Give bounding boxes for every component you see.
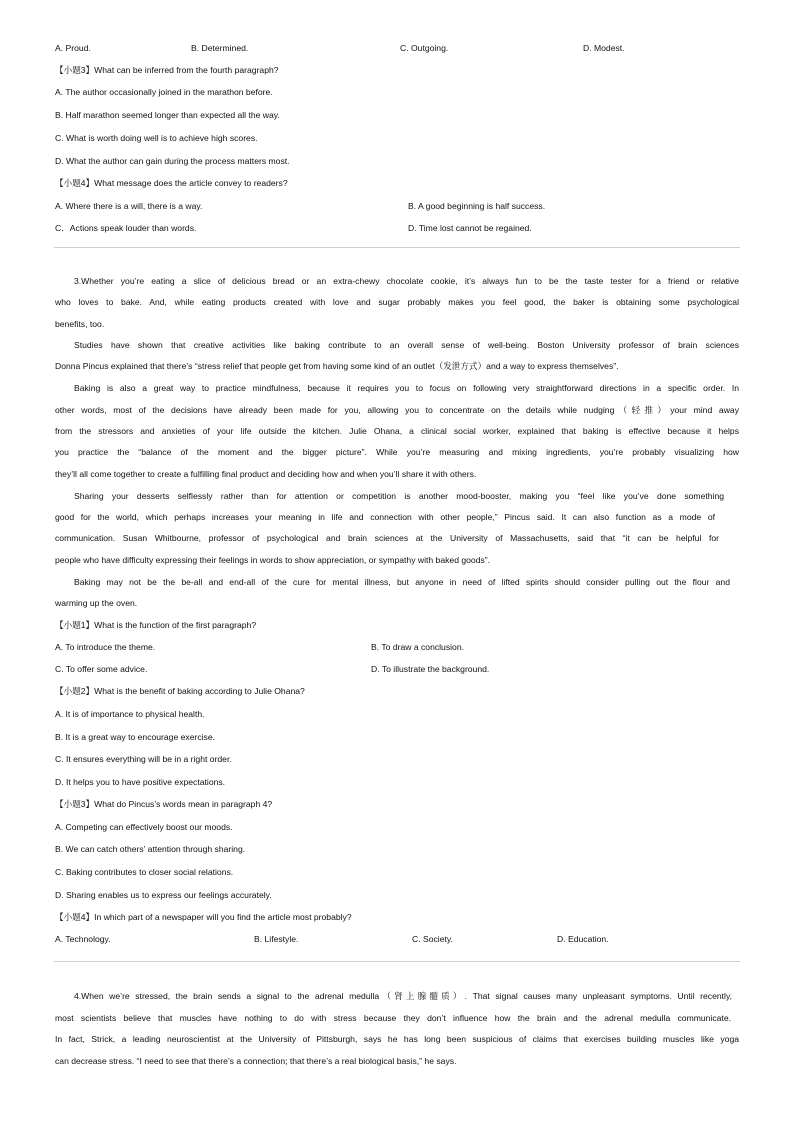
passage-line: Baking may not be the be-all and end-all of the cure for mental illness, but anyone in need of lifted spirits should consider pulling out the flour and: [74, 577, 730, 587]
passage-line: In fact, Strick, a leading neuroscientist at the University of Pittsburgh, says he has long been suspicious of claims that exercises building muscles like yoga: [55, 1034, 739, 1044]
section-divider: [54, 961, 740, 962]
passage-line: warming up the oven.: [55, 598, 138, 608]
passage-line: from the stressors and anxieties of your life outside the kitchen. Julie Ohana, a clinical social worker, explained that baking is effective because it helps: [55, 426, 739, 436]
q2-option-d[interactable]: D. Modest.: [583, 43, 625, 53]
q3-option-a[interactable]: A. The author occasionally joined in the marathon before.: [55, 87, 273, 97]
passage-line: good for the world, which perhaps increases your meaning in life and connection with other people,” Pincus said. It can also function as a mode of: [55, 512, 715, 522]
passage-line: they’ll all come together to create a fulfilling final product and deciding how and when you’ll share it with others.: [55, 469, 477, 479]
passage-line: can decrease stress. “I need to see that there’s a connection; that there’s a real biological basis,” he says.: [55, 1056, 457, 1066]
p3-q2-option-a[interactable]: A. It is of importance to physical health.: [55, 709, 205, 719]
q4-option-c[interactable]: C．Actions speak louder than words.: [55, 223, 197, 233]
question-stem: 【小题3】What do Pincus’s words mean in paragraph 4?: [55, 799, 273, 809]
passage-line: 3.Whether you’re eating a slice of delicious bread or an extra-chewy chocolate cookie, it’s always fun to be the taste tester for a friend or relative: [74, 276, 739, 286]
q2-option-c[interactable]: C. Outgoing.: [400, 43, 449, 53]
q4-option-b[interactable]: B. A good beginning is half success.: [408, 201, 546, 211]
question-stem: 【小题4】In which part of a newspaper will you find the article most probably?: [55, 912, 352, 922]
p3-q3-option-c[interactable]: C. Baking contributes to closer social relations.: [55, 867, 234, 877]
p3-q4-option-b[interactable]: B. Lifestyle.: [254, 934, 299, 944]
p3-q1-option-d[interactable]: D. To illustrate the background.: [371, 664, 490, 674]
passage-line: communication. Susan Whitbourne, professor of psychological and brain sciences at the University of Massachusetts, said that “it can be helpful for: [55, 533, 719, 543]
passage-line: Sharing your desserts selflessly rather than for attention or competition is another mood-booster, making you “feel like you’ve done something: [74, 491, 724, 501]
question-stem: 【小题3】What can be inferred from the fourth paragraph?: [55, 65, 279, 75]
q3-option-b[interactable]: B. Half marathon seemed longer than expected all the way.: [55, 110, 280, 120]
passage-line: benefits, too.: [55, 319, 105, 329]
passage-line: Studies have shown that creative activities like baking contribute to an overall sense of well-being. Boston University professor of brain sciences: [74, 340, 739, 350]
p3-q1-option-a[interactable]: A. To introduce the theme.: [55, 642, 156, 652]
p3-q2-option-b[interactable]: B. It is a great way to encourage exercise.: [55, 732, 216, 742]
p3-q3-option-b[interactable]: B. We can catch others’ attention through sharing.: [55, 844, 246, 854]
p3-q4-option-c[interactable]: C. Society.: [412, 934, 453, 944]
passage-line: other words, most of the decisions have already been made for you, allowing you to concentrate on the details while nudging（轻推）your mind away: [55, 405, 739, 415]
q3-option-d[interactable]: D. What the author can gain during the process matters most.: [55, 156, 290, 166]
p3-q4-option-a[interactable]: A. Technology.: [55, 934, 111, 944]
passage-line: most scientists believe that muscles have nothing to do with stress because they don’t influence how the brain and the adrenal medulla communicate.: [55, 1013, 731, 1023]
p3-q3-option-d[interactable]: D. Sharing enables us to express our feelings accurately.: [55, 890, 272, 900]
q4-option-d[interactable]: D. Time lost cannot be regained.: [408, 223, 532, 233]
p3-q3-option-a[interactable]: A. Competing can effectively boost our moods.: [55, 822, 233, 832]
passage-line: Donna Pincus explained that there’s “stress relief that people get from having some kind of an outlet（发泄方式）and a way to express themselves”.: [55, 361, 619, 371]
question-stem: 【小题4】What message does the article convey to readers?: [55, 178, 288, 188]
passage-line: people who have difficulty expressing their feelings in words to show appreciation, or sympathy with baked goods”.: [55, 555, 491, 565]
q3-option-c[interactable]: C. What is worth doing well is to achieve high scores.: [55, 133, 258, 143]
q2-option-a[interactable]: A. Proud.: [55, 43, 91, 53]
passage-line: who loves to bake. And, while eating products created with love and sugar probably makes you feel good, the baker is obtaining some psychological: [55, 297, 739, 307]
p3-q4-option-d[interactable]: D. Education.: [557, 934, 609, 944]
passage-line: 4.When we’re stressed, the brain sends a signal to the adrenal medulla（肾上腺髓质）. That signal causes many unpleasant symptoms. Until recently,: [74, 991, 732, 1001]
p3-q1-option-b[interactable]: B. To draw a conclusion.: [371, 642, 464, 652]
passage-line: Baking is also a great way to practice mindfulness, because it requires you to focus on following very straightforward directions in a specific order. In: [74, 383, 739, 393]
p3-q1-option-c[interactable]: C. To offer some advice.: [55, 664, 148, 674]
question-stem: 【小题2】What is the benefit of baking according to Julie Ohana?: [55, 686, 305, 696]
section-divider: [54, 247, 740, 248]
question-stem: 【小题1】What is the function of the first paragraph?: [55, 620, 257, 630]
p3-q2-option-d[interactable]: D. It helps you to have positive expectations.: [55, 777, 226, 787]
q4-option-a[interactable]: A. Where there is a will, there is a way.: [55, 201, 203, 211]
p3-q2-option-c[interactable]: C. It ensures everything will be in a right order.: [55, 754, 232, 764]
q2-option-b[interactable]: B. Determined.: [191, 43, 249, 53]
passage-line: you practice the “balance of the moment and the bigger picture”. While you’re measuring and mixing ingredients, you’re probably visualizing how: [55, 447, 739, 457]
